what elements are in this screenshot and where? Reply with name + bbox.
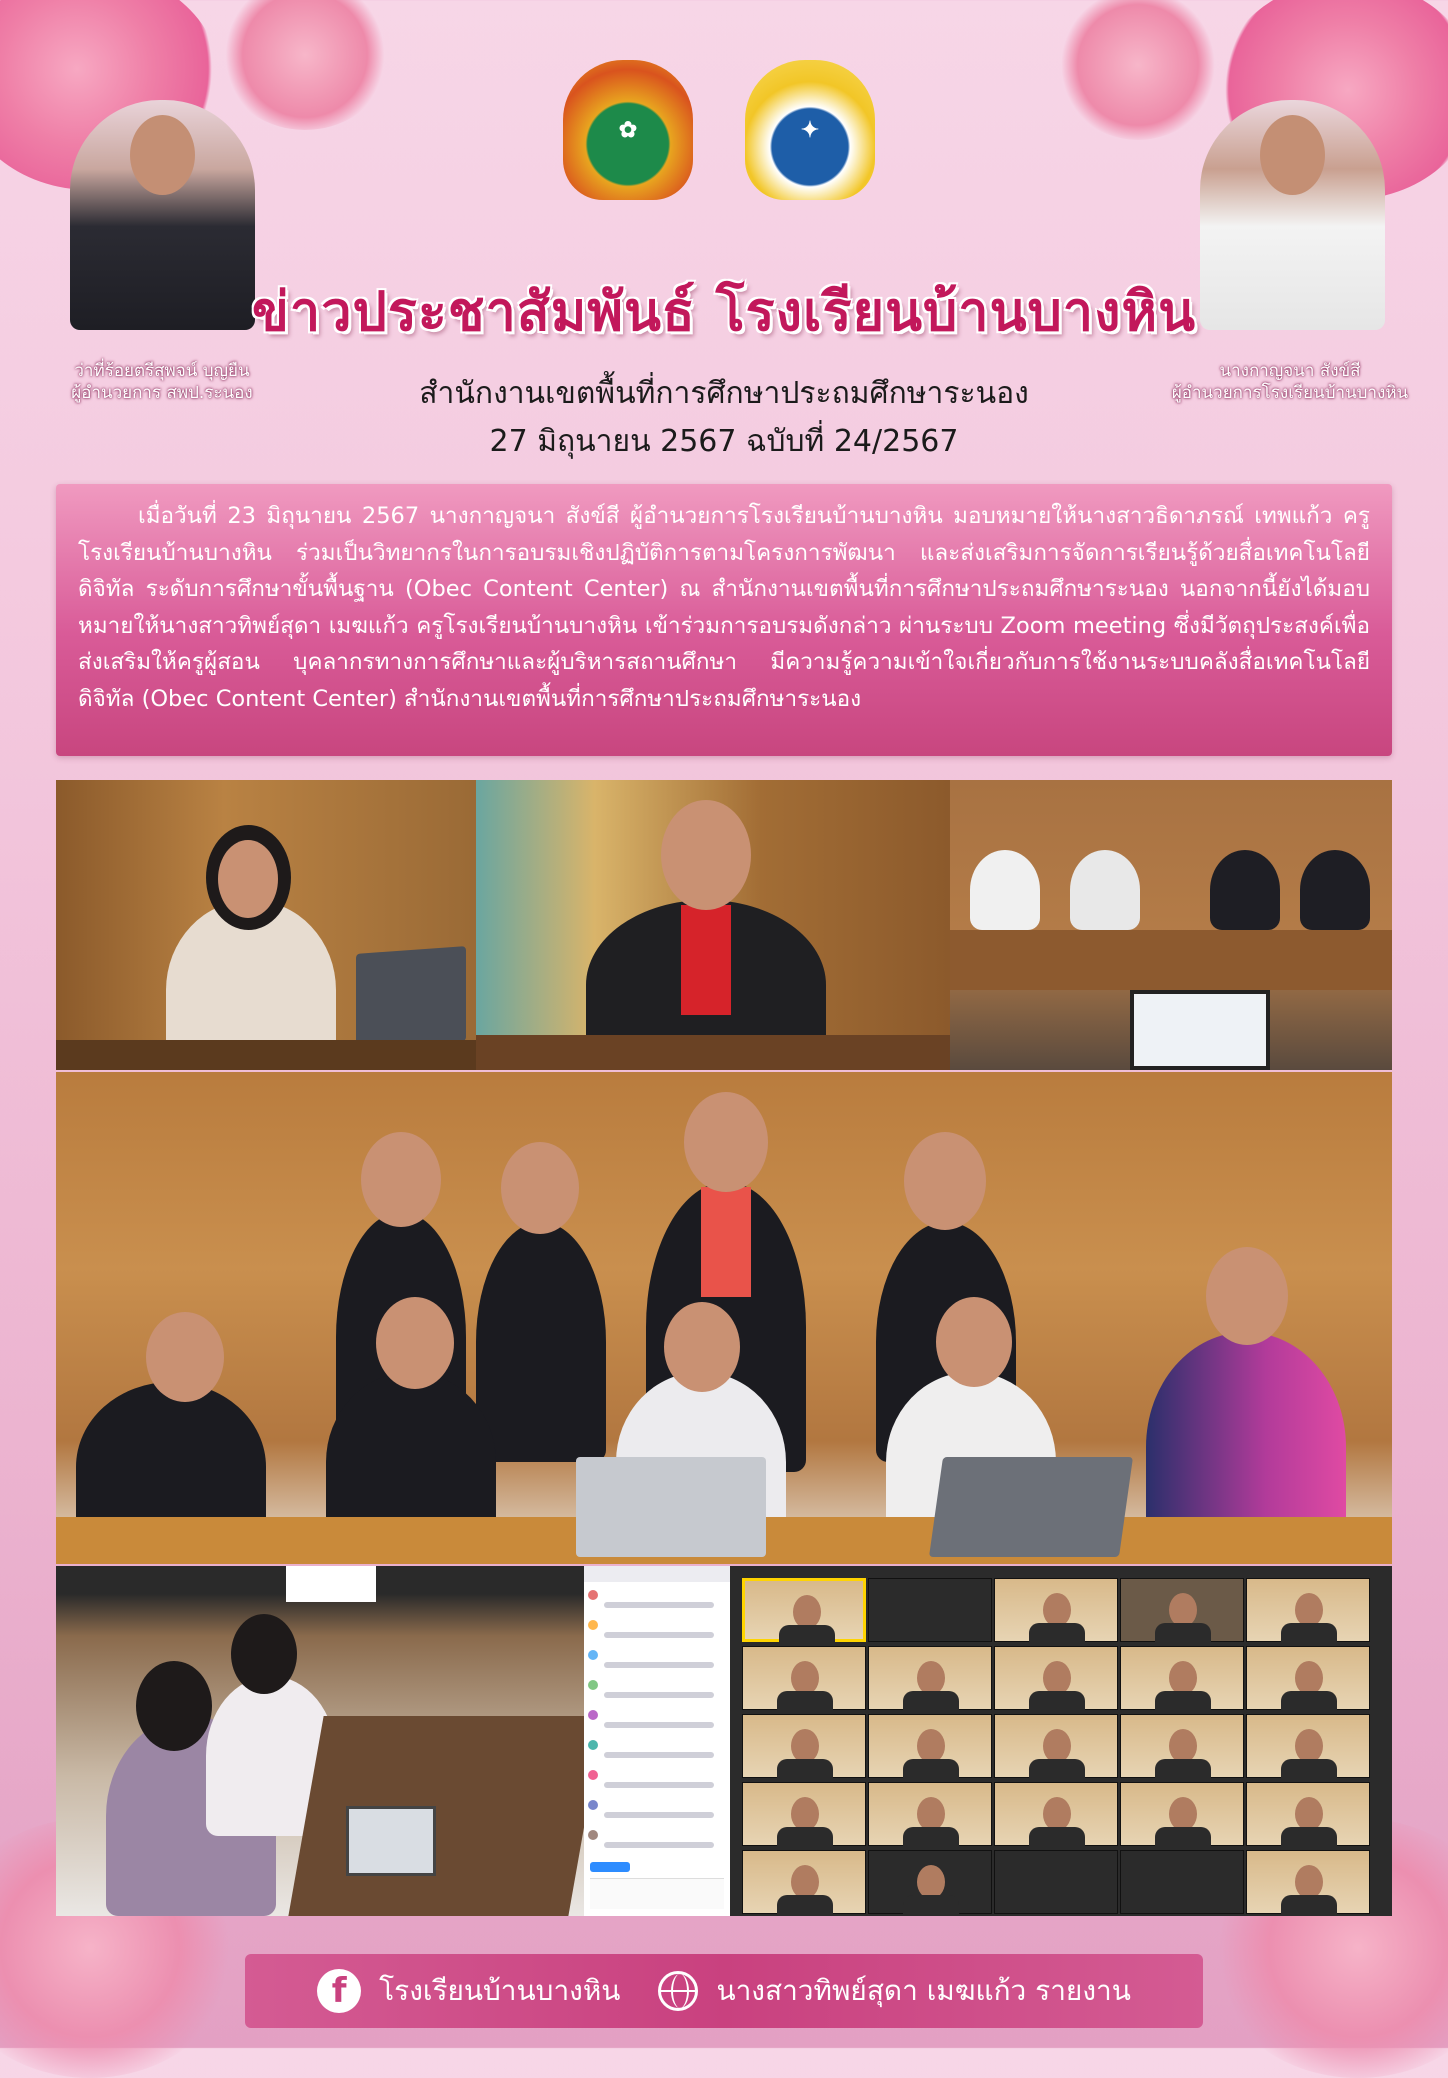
photo-group bbox=[56, 1072, 1392, 1564]
video-tile bbox=[868, 1714, 992, 1778]
chat-input[interactable] bbox=[590, 1878, 724, 1909]
person-figure bbox=[970, 850, 1040, 930]
video-tile bbox=[868, 1646, 992, 1710]
video-tile bbox=[1120, 1714, 1244, 1778]
desk bbox=[56, 1040, 476, 1070]
zoom-gallery-view bbox=[730, 1566, 1392, 1916]
person-figure bbox=[1210, 850, 1280, 930]
person-face bbox=[218, 840, 278, 918]
facebook-page-label[interactable]: โรงเรียนบ้านบางหิน bbox=[379, 1974, 621, 2007]
video-tile bbox=[994, 1714, 1118, 1778]
video-tile bbox=[1246, 1578, 1370, 1642]
avatar bbox=[588, 1590, 598, 1600]
video-tile bbox=[742, 1646, 866, 1710]
video-tile bbox=[868, 1850, 992, 1914]
shared-screen-thumb bbox=[286, 1566, 376, 1602]
avatar bbox=[588, 1680, 598, 1690]
video-tile bbox=[1120, 1782, 1244, 1846]
flower-decoration bbox=[220, 0, 390, 130]
video-tile bbox=[994, 1850, 1118, 1914]
chat-message bbox=[604, 1632, 714, 1638]
laptop-screen bbox=[1130, 990, 1270, 1070]
left-person-position: ผู้อำนวยการ สพป.ระนอง bbox=[71, 383, 253, 403]
left-person-name: ว่าที่ร้อยตรีสุพจน์ บุญยืน bbox=[74, 361, 250, 381]
globe-icon bbox=[658, 1971, 698, 2011]
person-face bbox=[904, 1132, 986, 1230]
issue-date: 27 มิถุนายน 2567 ฉบับที่ 24/2567 bbox=[489, 424, 959, 459]
chat-message bbox=[604, 1692, 714, 1698]
footer-bar bbox=[245, 1954, 1203, 2028]
avatar bbox=[588, 1740, 598, 1750]
school-logo: ✦ bbox=[745, 60, 875, 200]
red-shirt bbox=[681, 905, 731, 1015]
chat-message bbox=[604, 1842, 714, 1848]
video-tile bbox=[1120, 1850, 1244, 1914]
chat-message bbox=[604, 1722, 714, 1728]
photo-director-desk bbox=[476, 780, 950, 1070]
video-tile bbox=[1246, 1850, 1370, 1914]
photo-trainers-table bbox=[950, 780, 1392, 1070]
video-tile bbox=[1120, 1646, 1244, 1710]
recipient-selector[interactable] bbox=[590, 1862, 630, 1872]
news-body-text: เมื่อวันที่ 23 มิถุนายน 2567 นางกาญจนา สังข์สี ผู้อำนวยการโรงเรียนบ้านบางหิน มอบหมายให้นางสาวธิดาภรณ์ เทพแก้ว ครูโรงเรียนบ้านบางหิน ร่วมเป็นวิทยากรในการอบรมเชิงปฏิบัติการตามโครงการพัฒนา และส่งเสริมการจัดการเรียนรู้ด้วยสื่อเทคโนโลยีดิจิทัล ระดับการศึกษาขั้นพื้นฐาน (Obec Content Center) ณ สำนักงานเขตพื้นที่การศึกษาประถมศึกษาระนอง นอกจากนี้ยังได้มอบหมายให้นางสาวทิพย์สุดา เมฆแก้ว ครูโรงเรียนบ้านบางหิน เข้าร่วมการอบรมดังกล่าว ผ่านระบบ Zoom meeting ซึ่งมีวัตถุประสงค์เพื่อส่งเสริมให้ครูผู้สอน บุคลากรทางการศึกษาและผู้บริหารสถานศึกษา มีความรู้ความเข้าใจเกี่ยวกับการใช้งานระบบคลังสื่อเทคโนโลยีดิจิทัล (Obec Content Center) สำนักงานเขตพื้นที่การศึกษาประถมศึกษาระนอง bbox=[78, 503, 1370, 712]
news-textbox bbox=[56, 484, 1392, 756]
video-tile bbox=[868, 1578, 992, 1642]
person-figure bbox=[1300, 850, 1370, 930]
laptop-screen bbox=[346, 1806, 436, 1876]
table bbox=[950, 930, 1392, 990]
page-title: ข่าวประชาสัมพันธ์ โรงเรียนบ้านบางหิน bbox=[251, 280, 1197, 343]
laptop bbox=[929, 1457, 1133, 1557]
person-hair bbox=[231, 1614, 297, 1694]
laptop bbox=[356, 946, 466, 1049]
avatar bbox=[588, 1710, 598, 1720]
video-tile bbox=[742, 1782, 866, 1846]
video-tile bbox=[742, 1850, 866, 1914]
right-person-position: ผู้อำนวยการโรงเรียนบ้านบางหิน bbox=[1171, 383, 1409, 403]
video-tile bbox=[1246, 1646, 1370, 1710]
person-figure bbox=[476, 1222, 606, 1462]
laptop bbox=[576, 1457, 766, 1557]
video-tile bbox=[1246, 1782, 1370, 1846]
photo-zoom-room bbox=[56, 1566, 584, 1916]
person-face bbox=[501, 1142, 579, 1234]
chat-header bbox=[584, 1566, 730, 1582]
avatar bbox=[588, 1620, 598, 1630]
person-face bbox=[684, 1092, 768, 1192]
right-person-name: นางกาญจนา สังข์สี bbox=[1219, 361, 1361, 381]
flower-decoration bbox=[1058, 0, 1218, 140]
desk bbox=[476, 1035, 950, 1070]
table bbox=[288, 1716, 584, 1916]
person-face bbox=[936, 1297, 1012, 1387]
avatar bbox=[588, 1800, 598, 1810]
video-tile bbox=[994, 1646, 1118, 1710]
video-tile bbox=[742, 1578, 866, 1642]
facebook-icon[interactable]: f bbox=[317, 1969, 361, 2013]
video-tile bbox=[1120, 1578, 1244, 1642]
person-face bbox=[664, 1302, 740, 1392]
avatar bbox=[588, 1770, 598, 1780]
chat-message bbox=[604, 1662, 714, 1668]
avatar bbox=[1260, 115, 1325, 195]
person-face bbox=[1206, 1247, 1288, 1345]
video-tile bbox=[742, 1714, 866, 1778]
person-figure bbox=[1070, 850, 1140, 930]
chat-message bbox=[604, 1602, 714, 1608]
person-face bbox=[376, 1297, 454, 1389]
obec-emblem-logo: ✿ bbox=[563, 60, 693, 200]
person-face bbox=[661, 800, 751, 910]
avatar bbox=[588, 1650, 598, 1660]
avatar bbox=[588, 1830, 598, 1840]
person-face bbox=[146, 1312, 224, 1402]
video-tile bbox=[1246, 1714, 1370, 1778]
video-tile bbox=[868, 1782, 992, 1846]
photo-speaker-woman bbox=[56, 780, 476, 1070]
video-tile bbox=[994, 1782, 1118, 1846]
avatar bbox=[130, 115, 195, 195]
chat-message bbox=[604, 1812, 714, 1818]
reporter-label: นางสาวทิพย์สุดา เมฆแก้ว รายงาน bbox=[716, 1974, 1131, 2007]
zoom-chat-panel bbox=[584, 1566, 730, 1916]
video-tile bbox=[994, 1578, 1118, 1642]
chat-message bbox=[604, 1752, 714, 1758]
red-shirt bbox=[701, 1187, 751, 1297]
chat-message bbox=[604, 1782, 714, 1788]
person-hair bbox=[136, 1661, 212, 1751]
page-subtitle: สำนักงานเขตพื้นที่การศึกษาประถมศึกษาระนอง bbox=[419, 376, 1029, 411]
person-face bbox=[361, 1132, 441, 1227]
